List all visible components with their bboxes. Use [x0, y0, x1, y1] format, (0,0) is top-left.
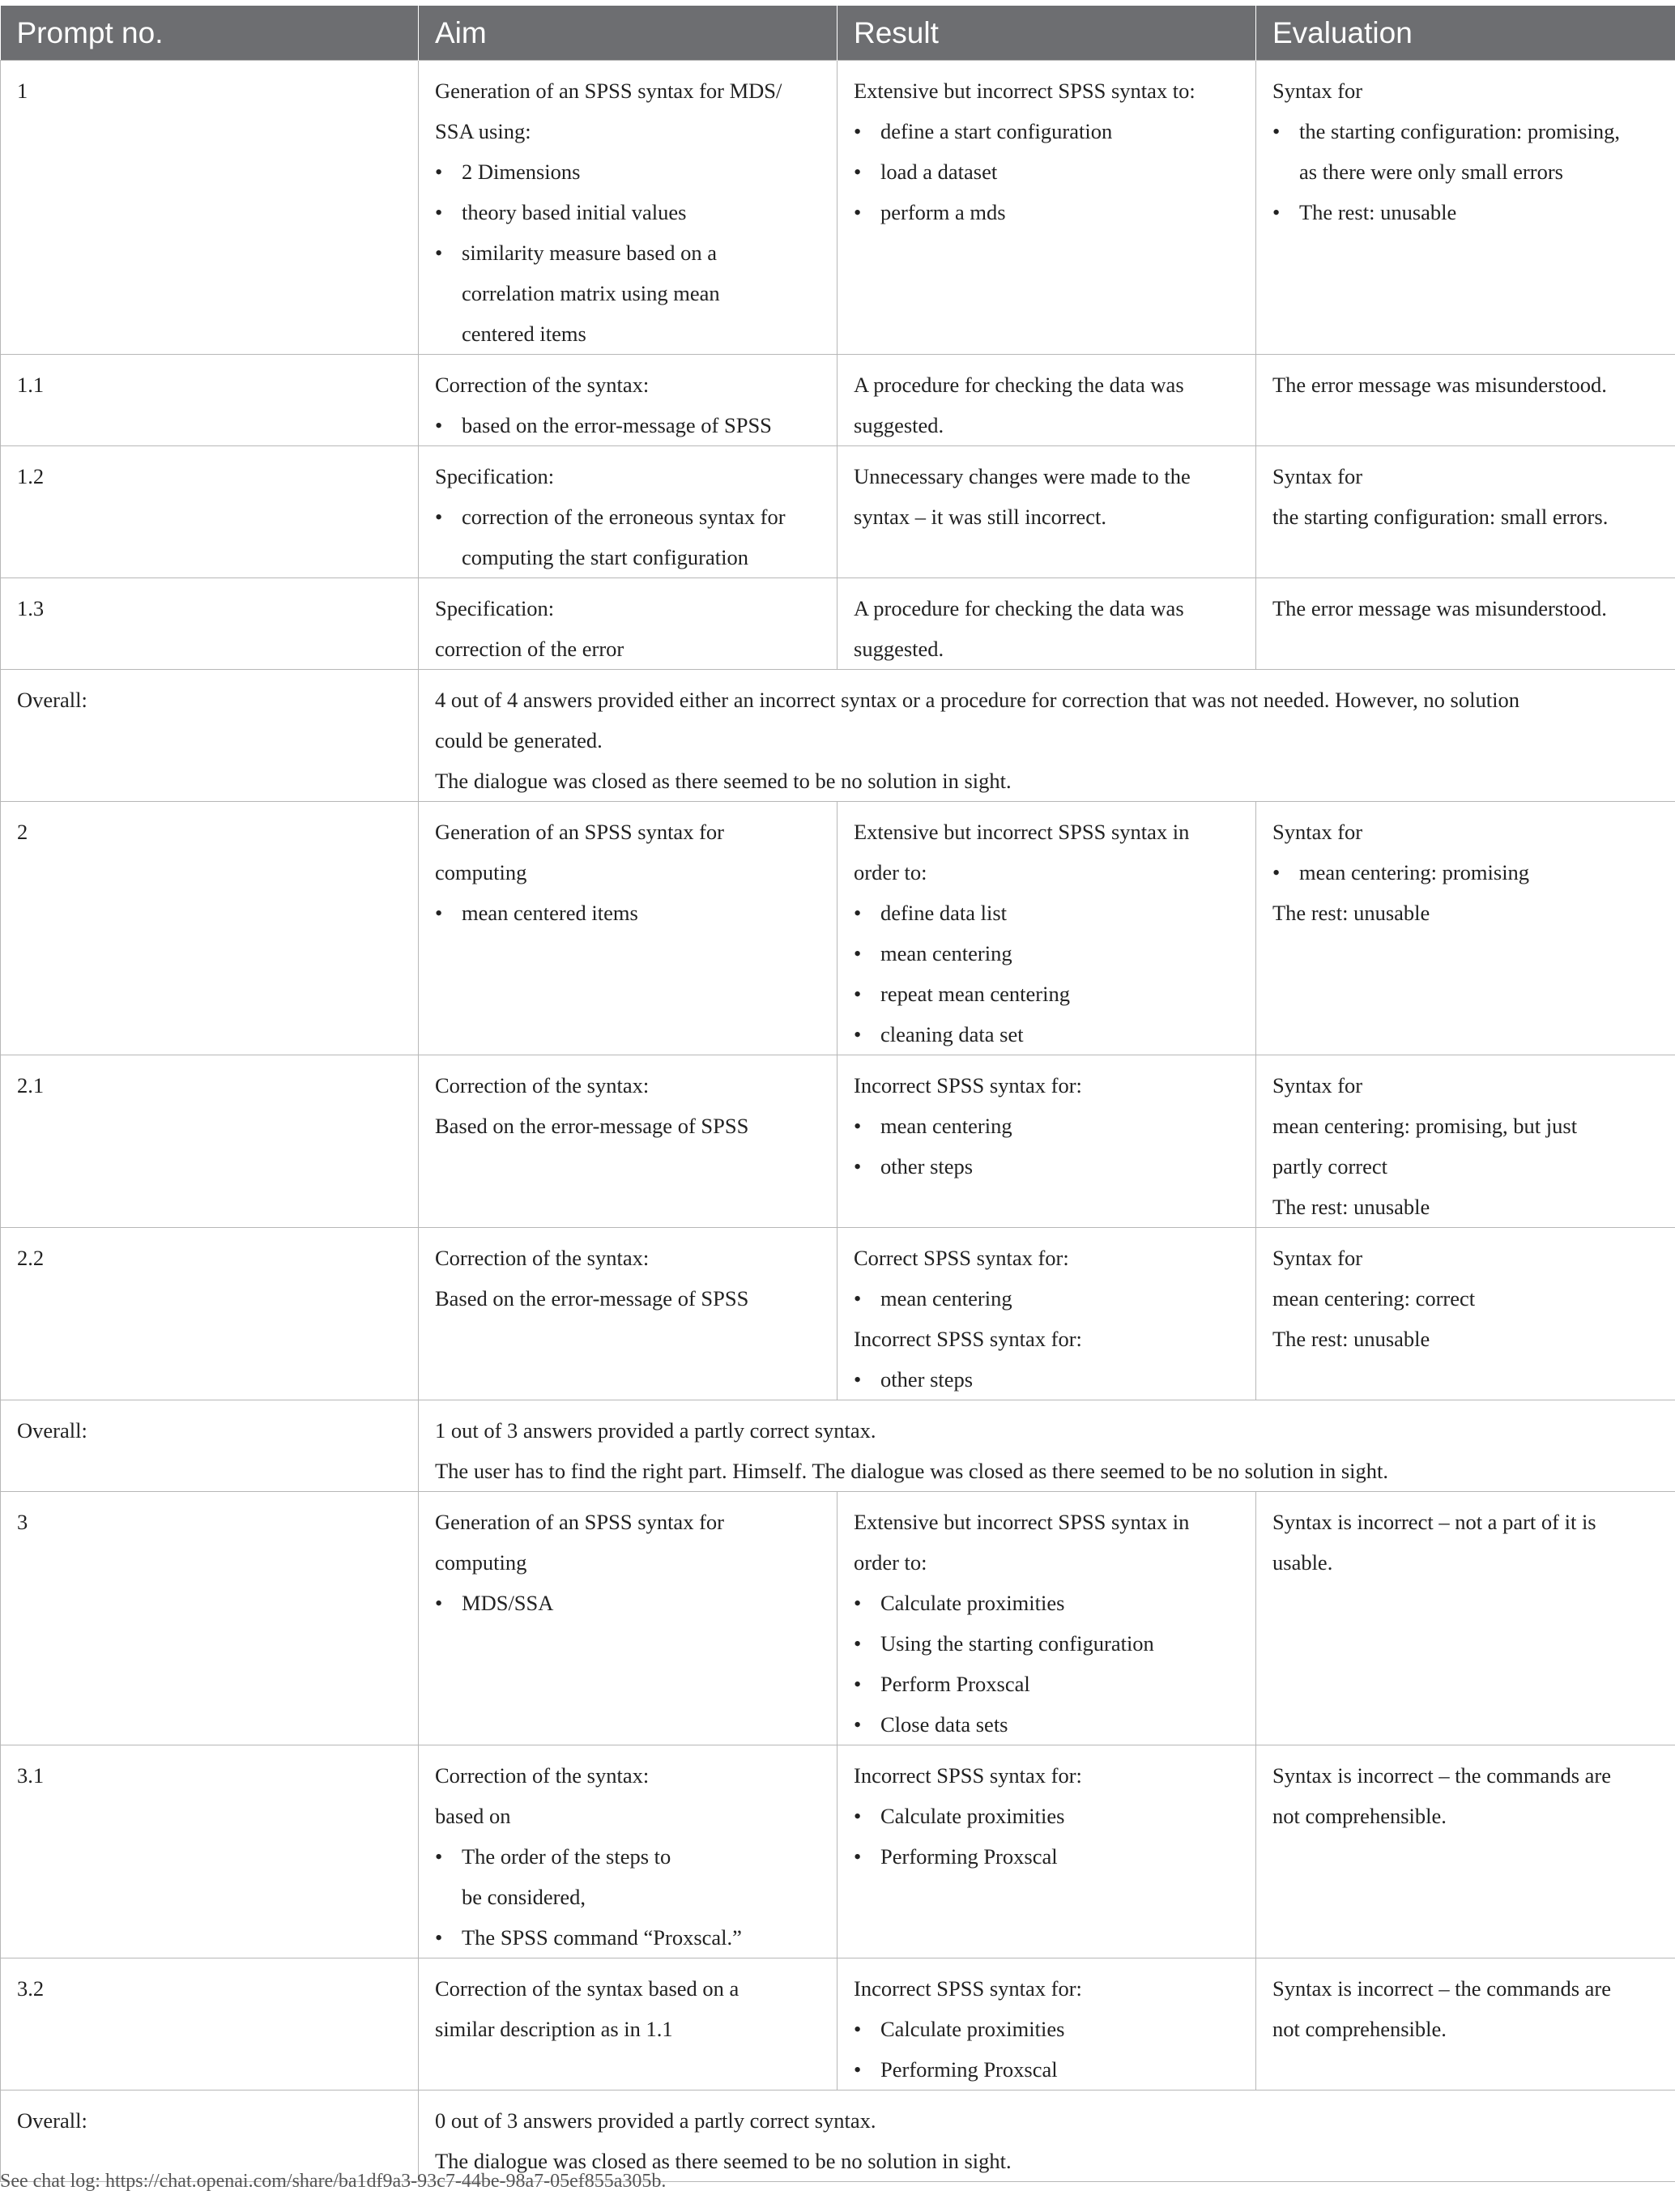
text-line: Generation of an SPSS syntax for MDS/: [435, 79, 782, 103]
text-line: Syntax for: [1272, 1246, 1363, 1270]
text-line: Incorrect SPSS syntax for:: [854, 1327, 1082, 1351]
cell-lines: [435, 588, 820, 669]
cell-lines: [854, 1968, 1239, 2090]
text-line: Incorrect SPSS syntax for:: [854, 1073, 1082, 1097]
result-cell: [838, 578, 1256, 670]
text-line: Syntax is incorrect – the commands are: [1272, 1976, 1611, 2001]
bullet-item: • The order of the steps to: [435, 1836, 820, 1877]
header-aim: Aim: [419, 6, 838, 61]
header-row: [1, 6, 1675, 61]
text-line: A procedure for checking the data was: [854, 596, 1184, 620]
text-line: Extensive but incorrect SPSS syntax to:: [854, 79, 1196, 103]
cell-lines: [435, 1238, 820, 1319]
cell-lines: [435, 812, 820, 933]
aim-cell: [419, 1055, 838, 1228]
bullet-item: • similarity measure based on a: [435, 232, 820, 273]
bullet-item: • define a start configuration: [854, 111, 1239, 151]
overall-row: [1, 670, 1675, 802]
evaluation-cell: [1256, 1745, 1675, 1958]
text-line: correlation matrix using mean: [462, 281, 720, 305]
text-line: not comprehensible.: [1272, 2017, 1447, 2041]
bullet-item: • based on the error-message of SPSS: [435, 405, 820, 445]
aim-cell: [419, 446, 838, 578]
cell-lines: [854, 70, 1239, 232]
text-line: The dialogue was closed as there seemed to be no solution in sight.: [435, 2149, 1012, 2173]
text-line: Correction of the syntax based on a: [435, 1976, 739, 2001]
text-line: mean centering: correct: [1272, 1286, 1476, 1311]
text-line: usable.: [1272, 1550, 1333, 1575]
cell-lines: [1272, 588, 1659, 629]
text-line: 1 out of 3 answers provided a partly correct syntax.: [435, 1418, 876, 1443]
cell-lines: [435, 1065, 820, 1146]
bullet-item: • Performing Proxscal: [854, 2049, 1239, 2090]
cell-lines: [854, 1065, 1239, 1187]
cell-lines: [854, 364, 1239, 445]
cell-lines: [854, 1502, 1239, 1745]
bullet-item: • other steps: [854, 1146, 1239, 1187]
overall-label: Overall:: [1, 670, 419, 802]
text-line: Syntax for: [1272, 464, 1363, 488]
cell-lines: [435, 364, 820, 445]
cell-lines: [435, 456, 820, 578]
cell-lines: [1272, 456, 1659, 537]
result-cell: [838, 1745, 1256, 1958]
text-line: Correct SPSS syntax for:: [854, 1246, 1069, 1270]
footnote: See chat log: https://chat.openai.com/share/ba1df9a3-93c7-44be-98a7-05ef855a305b.: [0, 2171, 667, 2192]
cell-lines: [854, 588, 1239, 669]
text-line: Correction of the syntax:: [435, 1763, 650, 1788]
cell-lines: [435, 70, 820, 354]
evaluation-cell: [1256, 355, 1675, 446]
text-line: Generation of an SPSS syntax for: [435, 1510, 724, 1534]
bullet-item: • Performing Proxscal: [854, 1836, 1239, 1877]
evaluation-cell: [1256, 446, 1675, 578]
text-line: similar description as in 1.1: [435, 2017, 673, 2041]
prompt-number: 1.3: [1, 578, 419, 670]
text-line: Syntax is incorrect – the commands are: [1272, 1763, 1611, 1788]
text-line: be considered,: [462, 1885, 586, 1909]
prompt-number: 1.1: [1, 355, 419, 446]
text-line: order to:: [854, 1550, 927, 1575]
cell-lines: [1272, 1065, 1659, 1227]
text-line: not comprehensible.: [1272, 1804, 1447, 1828]
bullet-item: • The SPSS command “Proxscal.”: [435, 1917, 820, 1958]
text-line: The dialogue was closed as there seemed to be no solution in sight.: [435, 769, 1012, 793]
header-result: Result: [838, 6, 1256, 61]
bullet-item: • MDS/SSA: [435, 1583, 820, 1623]
text-line: Syntax for: [1272, 1073, 1363, 1097]
overall-text: [419, 2091, 1675, 2182]
result-cell: [838, 61, 1256, 355]
prompt-number: 3.1: [1, 1745, 419, 1958]
prompt-number: 2.1: [1, 1055, 419, 1228]
overall-row: [1, 1400, 1675, 1492]
text-line: correction of the error: [435, 637, 624, 661]
table-row: [1, 446, 1675, 578]
text-line: Based on the error-message of SPSS: [435, 1286, 749, 1311]
bullet-item: • Using the starting configuration: [854, 1623, 1239, 1664]
bullet-item: • the starting configuration: promising,: [1272, 111, 1659, 151]
cell-lines: [1272, 1755, 1659, 1836]
table-row: [1, 578, 1675, 670]
bullet-item: • define data list: [854, 893, 1239, 933]
text-line: The error message was misunderstood.: [1272, 596, 1607, 620]
overall-row: [1, 2091, 1675, 2182]
cell-lines: [1272, 812, 1659, 933]
cell-lines: [1272, 1502, 1659, 1583]
prompt-number: 2.2: [1, 1228, 419, 1400]
result-cell: [838, 446, 1256, 578]
overall-label: Overall:: [1, 1400, 419, 1492]
text-line: partly correct: [1272, 1154, 1387, 1178]
evaluation-cell: [1256, 61, 1675, 355]
result-cell: [838, 802, 1256, 1055]
evaluation-cell: [1256, 1492, 1675, 1745]
cell-lines: [435, 2100, 1659, 2181]
text-line: Correction of the syntax:: [435, 1073, 650, 1097]
prompt-number: 1: [1, 61, 419, 355]
table-row: [1, 61, 1675, 355]
aim-cell: [419, 578, 838, 670]
result-cell: [838, 355, 1256, 446]
aim-cell: [419, 1228, 838, 1400]
text-line: computing: [435, 1550, 527, 1575]
bullet-item: • other steps: [854, 1359, 1239, 1400]
aim-cell: [419, 61, 838, 355]
text-line: Generation of an SPSS syntax for: [435, 820, 724, 844]
bullet-item: • Calculate proximities: [854, 1796, 1239, 1836]
cell-lines: [1272, 1968, 1659, 2049]
text-line: based on: [435, 1804, 511, 1828]
text-line: the starting configuration: small errors.: [1272, 505, 1609, 529]
cell-lines: [1272, 364, 1659, 405]
bullet-item: • mean centering: [854, 1278, 1239, 1319]
cell-lines: [854, 1755, 1239, 1877]
aim-cell: [419, 802, 838, 1055]
text-line: SSA using:: [435, 119, 531, 143]
evaluation-cell: [1256, 1228, 1675, 1400]
cell-lines: [854, 1238, 1239, 1400]
text-line: The rest: unusable: [1272, 901, 1430, 925]
text-line: Syntax is incorrect – not a part of it is: [1272, 1510, 1596, 1534]
bullet-item: • perform a mds: [854, 192, 1239, 232]
bullet-item: • correction of the erroneous syntax for: [435, 497, 820, 537]
text-line: The rest: unusable: [1272, 1195, 1430, 1219]
text-line: The user has to find the right part. Himself. The dialogue was closed as there seemed to be no solution in sight.: [435, 1459, 1389, 1483]
text-line: The rest: unusable: [1272, 1327, 1430, 1351]
bullet-item: • mean centered items: [435, 893, 820, 933]
overall-text: [419, 1400, 1675, 1492]
bullet-item: • Close data sets: [854, 1704, 1239, 1745]
result-cell: [838, 1492, 1256, 1745]
text-line: centered items: [462, 322, 586, 346]
result-cell: [838, 1958, 1256, 2091]
cell-lines: [435, 1755, 820, 1958]
text-line: 0 out of 3 answers provided a partly correct syntax.: [435, 2108, 876, 2133]
bullet-item: • mean centering: [854, 1106, 1239, 1146]
bullet-item: • cleaning data set: [854, 1014, 1239, 1055]
cell-lines: [435, 1502, 820, 1623]
bullet-item: • repeat mean centering: [854, 974, 1239, 1014]
text-line: Specification:: [435, 464, 555, 488]
table-row: [1, 1228, 1675, 1400]
table-row: [1, 1055, 1675, 1228]
text-line: Unnecessary changes were made to the: [854, 464, 1191, 488]
result-cell: [838, 1055, 1256, 1228]
cell-lines: [1272, 70, 1659, 232]
aim-cell: [419, 1958, 838, 2091]
table-row: [1, 1745, 1675, 1958]
text-line: syntax – it was still incorrect.: [854, 505, 1107, 529]
prompt-number: 3: [1, 1492, 419, 1745]
bullet-item: • mean centering: [854, 933, 1239, 974]
evaluation-cell: [1256, 1055, 1675, 1228]
aim-cell: [419, 355, 838, 446]
overall-text: [419, 670, 1675, 802]
text-line: Extensive but incorrect SPSS syntax in: [854, 820, 1190, 844]
text-line: Specification:: [435, 596, 555, 620]
text-line: could be generated.: [435, 728, 603, 752]
text-line: Based on the error-message of SPSS: [435, 1114, 749, 1138]
table-row: [1, 802, 1675, 1055]
text-line: computing: [435, 860, 527, 884]
cell-lines: [435, 680, 1659, 801]
prompt-number: 3.2: [1, 1958, 419, 2091]
text-line: mean centering: promising, but just: [1272, 1114, 1578, 1138]
bullet-item: • load a dataset: [854, 151, 1239, 192]
result-cell: [838, 1228, 1256, 1400]
bullet-item: • 2 Dimensions: [435, 151, 820, 192]
text-line: Syntax for: [1272, 820, 1363, 844]
header-prompt-no: Prompt no.: [1, 6, 419, 61]
text-line: suggested.: [854, 637, 944, 661]
evaluation-cell: [1256, 802, 1675, 1055]
aim-cell: [419, 1492, 838, 1745]
text-line: 4 out of 4 answers provided either an incorrect syntax or a procedure for correction that was not needed. However, no solution: [435, 688, 1519, 712]
aim-cell: [419, 1745, 838, 1958]
cell-lines: [435, 1968, 820, 2049]
bullet-item: • Calculate proximities: [854, 2009, 1239, 2049]
bullet-item: • Calculate proximities: [854, 1583, 1239, 1623]
evaluation-cell: [1256, 1958, 1675, 2091]
text-line: Incorrect SPSS syntax for:: [854, 1976, 1082, 2001]
text-line: suggested.: [854, 413, 944, 437]
cell-lines: [854, 456, 1239, 537]
prompt-number: 2: [1, 802, 419, 1055]
table-body: [1, 61, 1675, 2182]
cell-lines: [435, 1410, 1659, 1491]
text-line: order to:: [854, 860, 927, 884]
bullet-item: • The rest: unusable: [1272, 192, 1659, 232]
text-line: Correction of the syntax:: [435, 373, 650, 397]
text-line: The error message was misunderstood.: [1272, 373, 1607, 397]
evaluation-cell: [1256, 578, 1675, 670]
cell-lines: [854, 812, 1239, 1055]
table-header: [1, 6, 1675, 61]
cell-lines: [1272, 1238, 1659, 1359]
table-row: [1, 355, 1675, 446]
prompt-number: 1.2: [1, 446, 419, 578]
text-line: Correction of the syntax:: [435, 1246, 650, 1270]
text-line: as there were only small errors: [1299, 160, 1563, 184]
bullet-item: • theory based initial values: [435, 192, 820, 232]
text-line: Extensive but incorrect SPSS syntax in: [854, 1510, 1190, 1534]
bullet-item: • mean centering: promising: [1272, 852, 1659, 893]
text-line: A procedure for checking the data was: [854, 373, 1184, 397]
table-row: [1, 1492, 1675, 1745]
text-line: Incorrect SPSS syntax for:: [854, 1763, 1082, 1788]
results-table: [0, 6, 1675, 2182]
bullet-item: • Perform Proxscal: [854, 1664, 1239, 1704]
text-line: Syntax for: [1272, 79, 1363, 103]
text-line: computing the start configuration: [462, 545, 748, 569]
header-evaluation: Evaluation: [1256, 6, 1675, 61]
table-row: [1, 1958, 1675, 2091]
overall-label: Overall:: [1, 2091, 419, 2182]
